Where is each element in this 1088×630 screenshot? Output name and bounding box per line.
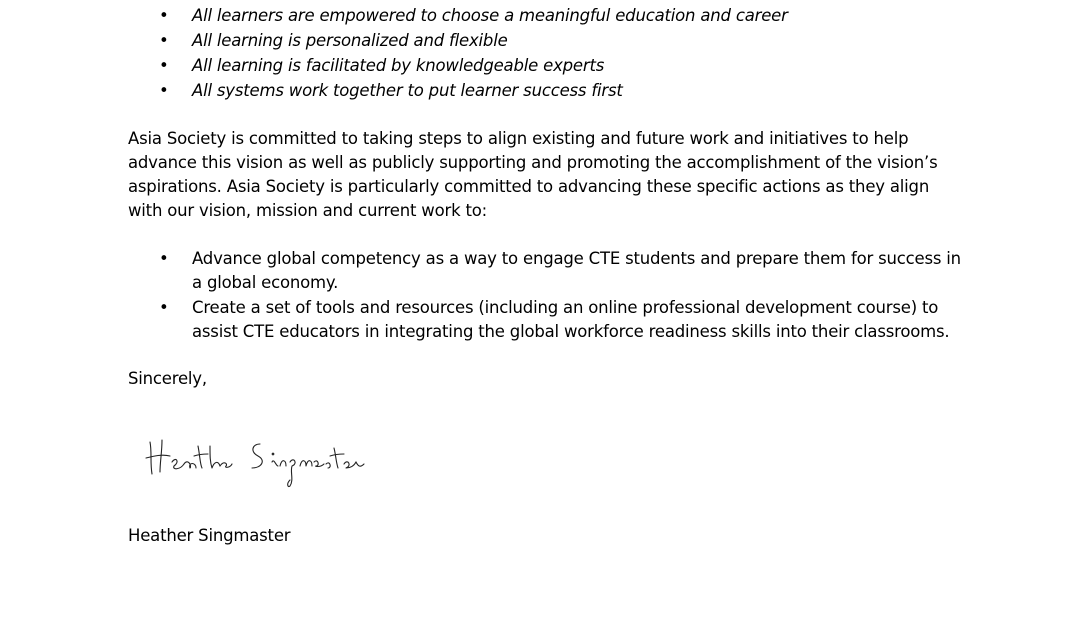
signer-name: Heather Singmaster (128, 526, 291, 545)
list-item (128, 296, 968, 344)
bullet-icon: • (159, 298, 169, 317)
list-item (128, 28, 968, 53)
bullet-icon: • (159, 56, 169, 75)
action-bullet-list (128, 247, 968, 345)
bullet-icon: • (159, 6, 169, 25)
action-bullet-text: Create a set of tools and resources (including an online professional development course) to assist CTE educators in integrating the global workforce readiness skills into their classrooms. (192, 298, 950, 341)
list-item (128, 53, 968, 78)
closing-salutation: Sincerely, (128, 369, 207, 388)
vision-bullet-text: All learning is facilitated by knowledgeable experts (192, 56, 605, 75)
bullet-icon: • (159, 31, 169, 50)
action-bullet-text: Advance global competency as a way to engage CTE students and prepare them for success in a global economy. (192, 249, 961, 292)
handwritten-signature (140, 432, 372, 492)
vision-bullet-text: All learners are empowered to choose a meaningful education and career (192, 6, 788, 25)
vision-bullet-text: All systems work together to put learner success first (192, 81, 623, 100)
list-item (128, 247, 968, 295)
intro-paragraph: Asia Society is committed to taking steps to align existing and future work and initiatives to help advance this vision as well as publicly supporting and promoting the accomplishment of the vision’s aspirations. Asia Society is particularly committed to advancing these specific actions as they align with our vision, mission and current work to: (128, 129, 938, 220)
list-item (128, 3, 968, 28)
list-item (128, 78, 968, 103)
vision-bullet-list (128, 3, 968, 103)
vision-bullet-text: All learning is personalized and flexible (192, 31, 508, 50)
bullet-icon: • (159, 249, 169, 268)
bullet-icon: • (159, 81, 169, 100)
